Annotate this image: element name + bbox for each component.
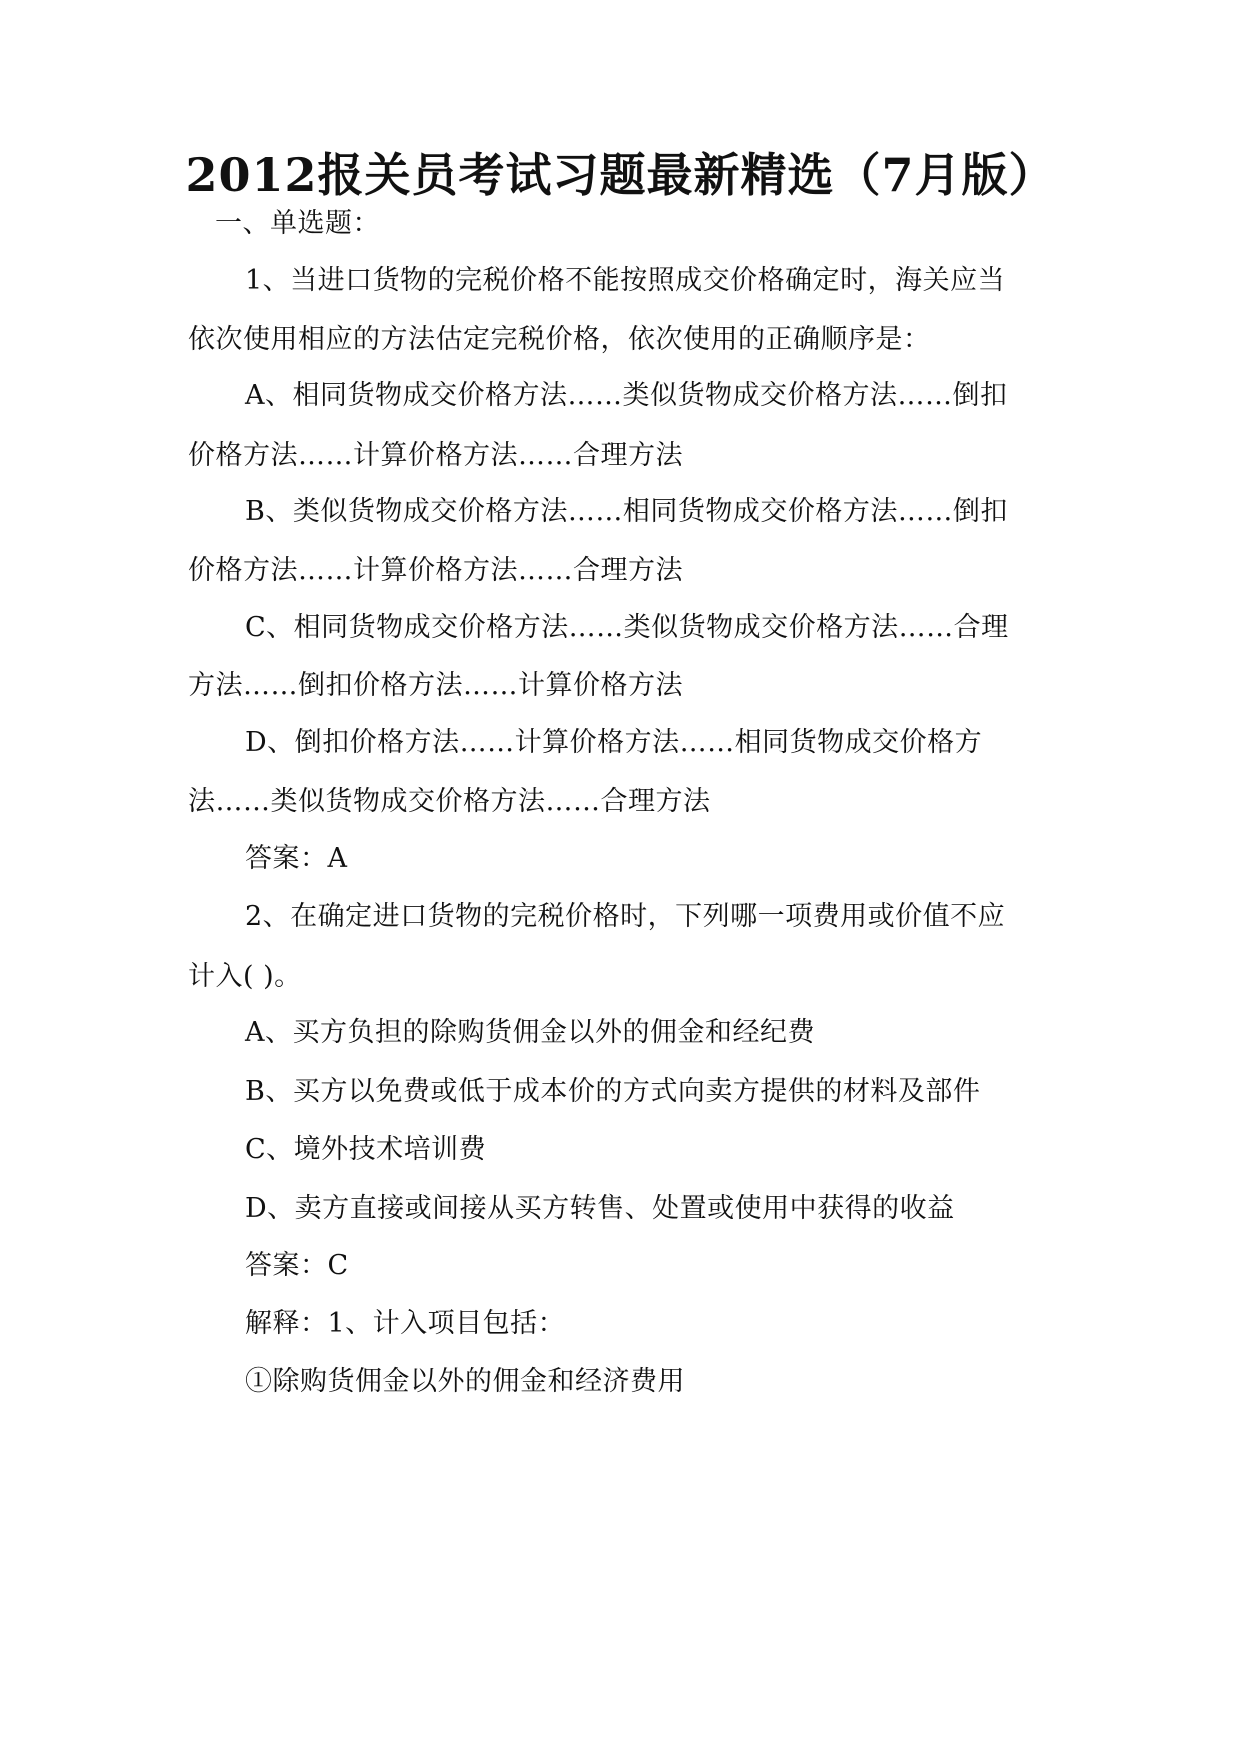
q1-option-a-line1: A、相同货物成交价格方法……类似货物成交价格方法……倒扣 bbox=[245, 380, 1008, 411]
q2-stem-line2: 计入( )。 bbox=[188, 961, 302, 992]
q2-option-d: D、卖方直接或间接从买方转售、处置或使用中获得的收益 bbox=[245, 1193, 955, 1224]
q1-option-c-line2: 方法……倒扣价格方法……计算价格方法 bbox=[188, 670, 683, 701]
q1-option-a-line2: 价格方法……计算价格方法……合理方法 bbox=[188, 440, 683, 471]
q2-explanation-heading: 解释：1、计入项目包括： bbox=[245, 1308, 566, 1339]
q1-option-d-line1: D、倒扣价格方法……计算价格方法……相同货物成交价格方 bbox=[245, 727, 983, 758]
q2-option-a: A、买方负担的除购货佣金以外的佣金和经纪费 bbox=[245, 1017, 815, 1048]
q2-option-b: B、买方以免费或低于成本价的方式向卖方提供的材料及部件 bbox=[245, 1076, 981, 1107]
document-title: 2012报关员考试习题最新精选（7月版） bbox=[185, 148, 1056, 202]
q1-option-b-line2: 价格方法……计算价格方法……合理方法 bbox=[188, 555, 683, 586]
q2-explanation-item1: ①除购货佣金以外的佣金和经济费用 bbox=[245, 1366, 685, 1397]
q1-option-c-line1: C、相同货物成交价格方法……类似货物成交价格方法……合理 bbox=[245, 612, 1009, 643]
q1-stem-line1: 1、当进口货物的完税价格不能按照成交价格确定时，海关应当 bbox=[245, 265, 1006, 296]
q1-stem-line2: 依次使用相应的方法估定完税价格，依次使用的正确顺序是： bbox=[188, 324, 931, 355]
q2-answer: 答案：C bbox=[245, 1250, 349, 1281]
q2-stem-line1: 2、在确定进口货物的完税价格时，下列哪一项费用或价值不应 bbox=[245, 901, 1006, 932]
q2-option-c: C、境外技术培训费 bbox=[245, 1134, 487, 1165]
q1-option-b-line1: B、类似货物成交价格方法……相同货物成交价格方法……倒扣 bbox=[245, 496, 1008, 527]
q1-option-d-line2: 法……类似货物成交价格方法……合理方法 bbox=[188, 786, 711, 817]
q1-answer: 答案：A bbox=[245, 843, 348, 874]
section-heading: 一、单选题： bbox=[215, 208, 380, 239]
